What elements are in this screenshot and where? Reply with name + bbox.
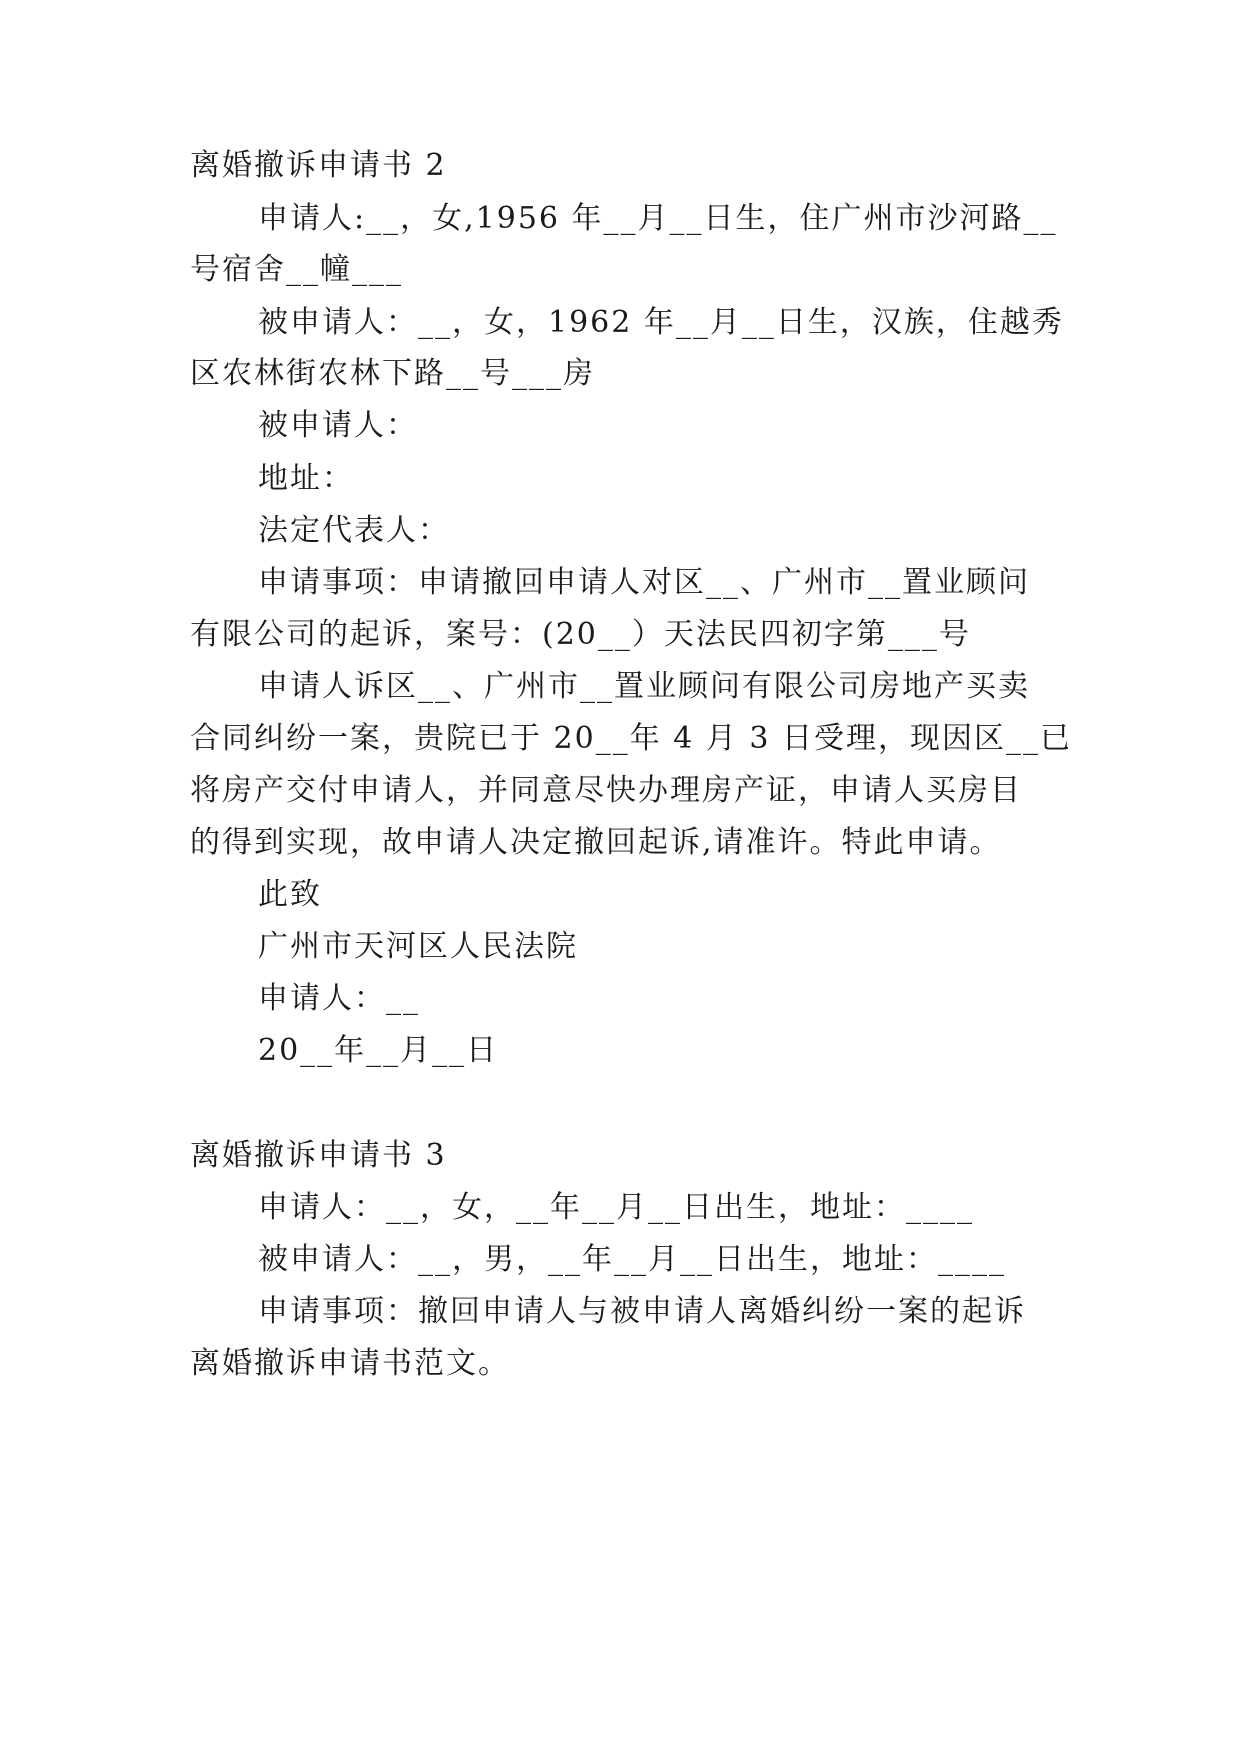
matter-line-1: 申请事项：申请撤回申请人对区__、广州市__置业顾问 [258, 565, 1030, 600]
section-2-title: 离婚撤诉申请书 2 [190, 148, 447, 183]
section-3-matter-line-2: 离婚撤诉申请书范文。 [190, 1346, 510, 1381]
section-3-applicant: 申请人：__，女，__年__月__日出生，地址：____ [258, 1190, 974, 1225]
respondent-label: 被申请人： [258, 408, 418, 443]
applicant-line-2: 号宿舍__幢___ [190, 252, 403, 287]
facts-line-1: 申请人诉区__、广州市__置业顾问有限公司房地产买卖 [258, 669, 1030, 704]
legal-representative-label: 法定代表人： [258, 513, 450, 548]
section-3-matter-line-1: 申请事项：撤回申请人与被申请人离婚纠纷一案的起诉 [258, 1294, 1026, 1329]
date-line: 20__年__月__日 [258, 1033, 499, 1068]
facts-line-4: 的得到实现，故申请人决定撤回起诉,请准许。特此申请。 [190, 825, 1002, 860]
section-3-title: 离婚撤诉申请书 3 [190, 1138, 447, 1173]
applicant-line-1: 申请人:__，女,1956 年__月__日生，住广州市沙河路__ [258, 201, 1058, 236]
closing-to: 此致 [258, 877, 322, 912]
respondent-line-2: 区农林街农林下路__号___房 [190, 356, 595, 391]
address-label: 地址： [258, 461, 354, 496]
facts-line-3: 将房产交付申请人，并同意尽快办理房产证，申请人买房目 [190, 773, 1022, 808]
matter-line-2: 有限公司的起诉，案号：(20__）天法民四初字第___号 [190, 617, 971, 652]
respondent-line-1: 被申请人：__，女，1962 年__月__日生，汉族，住越秀 [258, 305, 1064, 340]
section-3-respondent: 被申请人：__，男，__年__月__日出生，地址：____ [258, 1242, 1006, 1277]
signer-line: 申请人：__ [258, 981, 420, 1016]
facts-line-2: 合同纠纷一案，贵院已于 20__年 4 月 3 日受理，现因区__已 [190, 721, 1073, 756]
court-name: 广州市天河区人民法院 [258, 929, 578, 964]
